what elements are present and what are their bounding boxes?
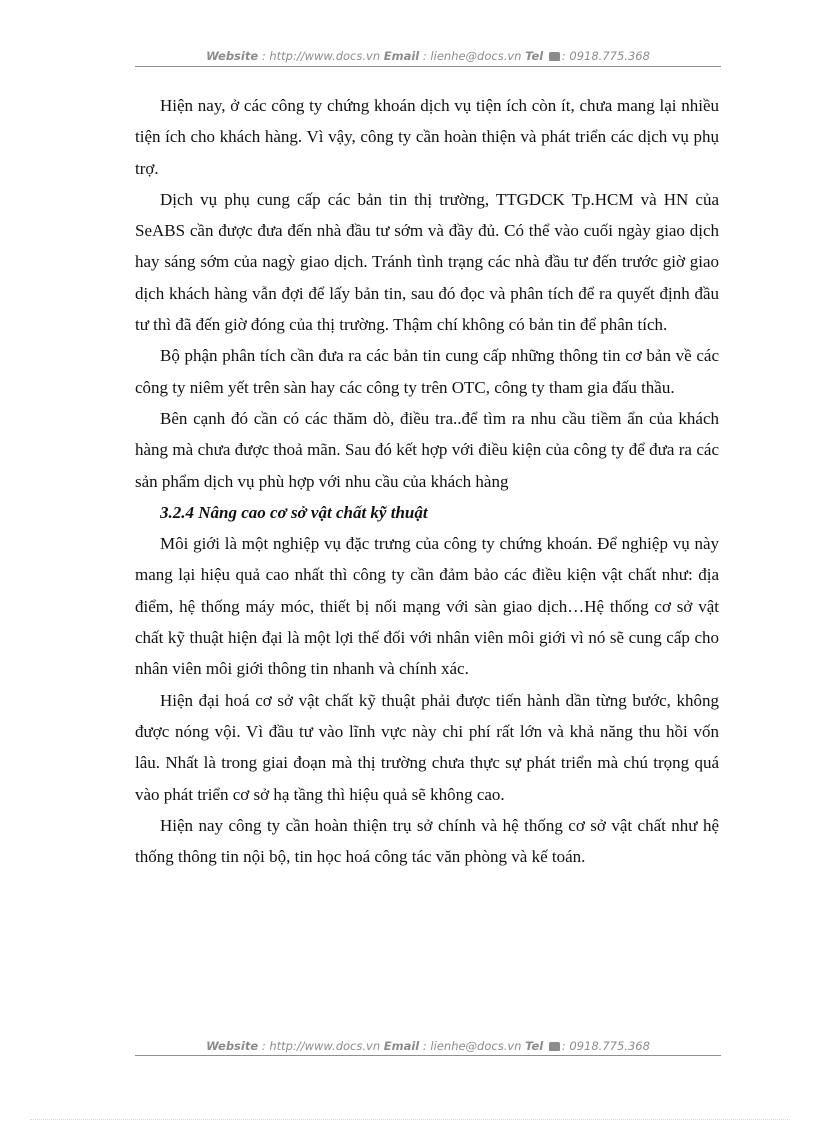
- page-header: [135, 48, 721, 64]
- paragraph-7: Hiện nay công ty cần hoàn thiện trụ sở chính và hệ thống cơ sở vật chất như hệ thống thông tin nội bộ, tin học hoá công tác văn phòng và kế toán.: [135, 815, 719, 867]
- document-body: [135, 90, 719, 872]
- header-website-url: : http://www.docs.vn: [261, 49, 381, 63]
- footer-website-label: Website: [206, 1039, 259, 1053]
- paragraph-6: Hiện đại hoá cơ sở vật chất kỹ thuật phải được tiến hành dần từng bước, không được nóng vội. Vì đầu tư vào lĩnh vực này chi phí rất lớn và khả năng thu hồi vốn lâu. Nhất là trong giai đoạn mà thị trường chưa thực sự phát triển mà chú trọng quá vào phát triển cơ sở hạ tầng thì hiệu quả sẽ không cao.: [135, 690, 719, 804]
- header-rule: [135, 66, 721, 67]
- header-email-label: Email: [383, 49, 420, 63]
- phone-icon: [549, 1042, 560, 1051]
- footer-email-value: : lienhe@docs.vn: [422, 1039, 522, 1053]
- page-footer: [135, 1038, 721, 1054]
- paragraph-4: Bên cạnh đó cần có các thăm dò, điều tra..để tìm ra nhu cầu tiềm ẩn của khách hàng mà chưa được thoả mãn. Sau đó kết hợp với điều kiện của công ty để đưa ra các sản phẩm dịch vụ phù hợp với nhu cầu của khách hàng: [135, 408, 719, 491]
- section-heading: 3.2.4 Nâng cao cơ sở vật chất kỹ thuật: [160, 502, 428, 522]
- footer-tel-label: Tel: [525, 1039, 544, 1053]
- phone-icon: [549, 52, 560, 61]
- paragraph-5: Môi giới là một nghiệp vụ đặc trưng của công ty chứng khoán. Để nghiệp vụ này mang lại hiệu quả cao nhất thì công ty cần đảm bảo các điều kiện vật chất như: địa điểm, hệ thống máy móc, thiết bị nối mạng với sàn giao dịch…Hệ thống cơ sở vật chất kỹ thuật hiện đại là một lợi thế đối với nhân viên môi giới vì nó sẽ cung cấp cho nhân viên môi giới thông tin nhanh và chính xác.: [135, 534, 719, 679]
- paragraph-1: Hiện nay, ở các công ty chứng khoán dịch vụ tiện ích còn ít, chưa mang lại nhiều tiện ích cho khách hàng. Vì vậy, công ty cần hoàn thiện và phát triển các dịch vụ phụ trợ.: [135, 96, 719, 178]
- footer-email-label: Email: [383, 1039, 420, 1053]
- footer-website-url: : http://www.docs.vn: [261, 1039, 381, 1053]
- footer-tel-value: : 0918.775.368: [561, 1039, 650, 1053]
- header-website-label: Website: [206, 49, 259, 63]
- footer-rule: [135, 1055, 721, 1056]
- paragraph-2: Dịch vụ phụ cung cấp các bản tin thị trường, TTGDCK Tp.HCM và HN của SeABS cần được đưa đến nhà đầu tư sớm và đầy đủ. Có thể vào cuối ngày giao dịch hay sáng sớm của nagỳ giao dịch. Tránh tình trạng các nhà đầu tư đến trước giờ giao dịch khách hàng vẫn đợi để lấy bản tin, sau đó đọc và phân tích để ra quyết định đầu tư thì đã đến giờ đóng của thị trường. Thậm chí không có bản tin để phân tích.: [135, 189, 719, 335]
- page-edge-divider: [30, 1119, 790, 1120]
- header-email-value: : lienhe@docs.vn: [422, 49, 522, 63]
- paragraph-3: Bộ phận phân tích cần đưa ra các bản tin cung cấp những thông tin cơ bản về các công ty niêm yết trên sàn hay các công ty trên OTC, công ty tham gia đấu thầu.: [135, 346, 719, 397]
- header-tel-label: Tel: [525, 49, 544, 63]
- header-tel-value: : 0918.775.368: [561, 49, 650, 63]
